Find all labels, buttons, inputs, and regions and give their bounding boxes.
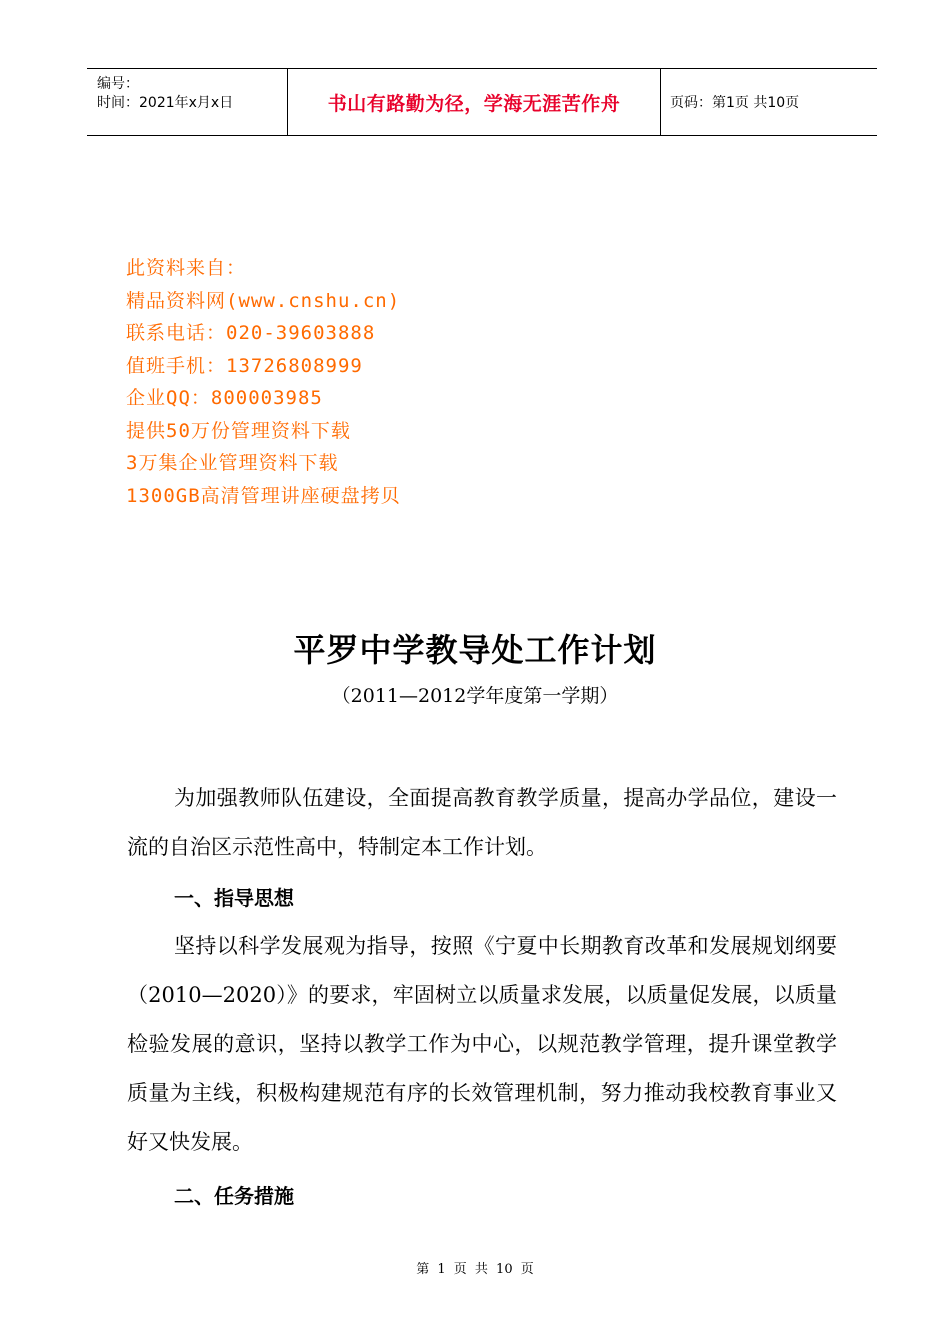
source-line: 企业QQ：800003985 <box>126 387 323 409</box>
page-footer: 第 1 页 共 10 页 <box>416 1262 534 1277</box>
page-header <box>87 68 877 136</box>
header-motto: 书山有路勤为径，学海无涯苦作舟 <box>288 69 661 135</box>
header-page-label: 页码：第1页 共10页 <box>670 95 800 111</box>
document-title: 平罗中学教导处工作计划 <box>293 631 657 669</box>
document-subtitle: （2011—2012学年度第一学期） <box>331 685 619 707</box>
source-line: 值班手机：13726808999 <box>126 354 363 377</box>
source-line: 3万集企业管理资料下载 <box>126 452 339 474</box>
header-meta-cell <box>87 69 288 135</box>
source-line: 此资料来自： <box>126 257 247 279</box>
source-line: 提供50万份管理资料下载 <box>126 419 351 442</box>
intro-paragraph: 为加强教师队伍建设，全面提高教育教学质量，提高办学品位，建设一流的自治区示范性高中，特制定本工作计划。 <box>127 786 837 859</box>
source-line: 联系电话：020-39603888 <box>126 322 376 344</box>
guiding-thought-paragraph: 坚持以科学发展观为指导，按照《宁夏中长期教育改革和发展规划纲要（2010—2020）》的要求，牢固树立以质量求发展，以质量促发展，以质量检验发展的意识，坚持以教学工作为中心，以规范教学管理，提升课堂教学质量为主线，积极构建规范有序的长效管理机制，努力推动我校教育事业又好又快发展。 <box>127 934 837 1154</box>
source-line: 精品资料网(www.cnshu.cn) <box>126 289 401 312</box>
section-heading-guiding-thought: 一、指导思想 <box>174 886 294 910</box>
section-heading-tasks-measures: 二、任务措施 <box>174 1184 294 1208</box>
source-info-block <box>126 252 401 512</box>
header-time-label: 时间：2021年x月x日 <box>97 95 234 111</box>
header-number-label: 编号： <box>97 76 139 92</box>
source-line: 1300GB高清管理讲座硬盘拷贝 <box>126 484 401 507</box>
